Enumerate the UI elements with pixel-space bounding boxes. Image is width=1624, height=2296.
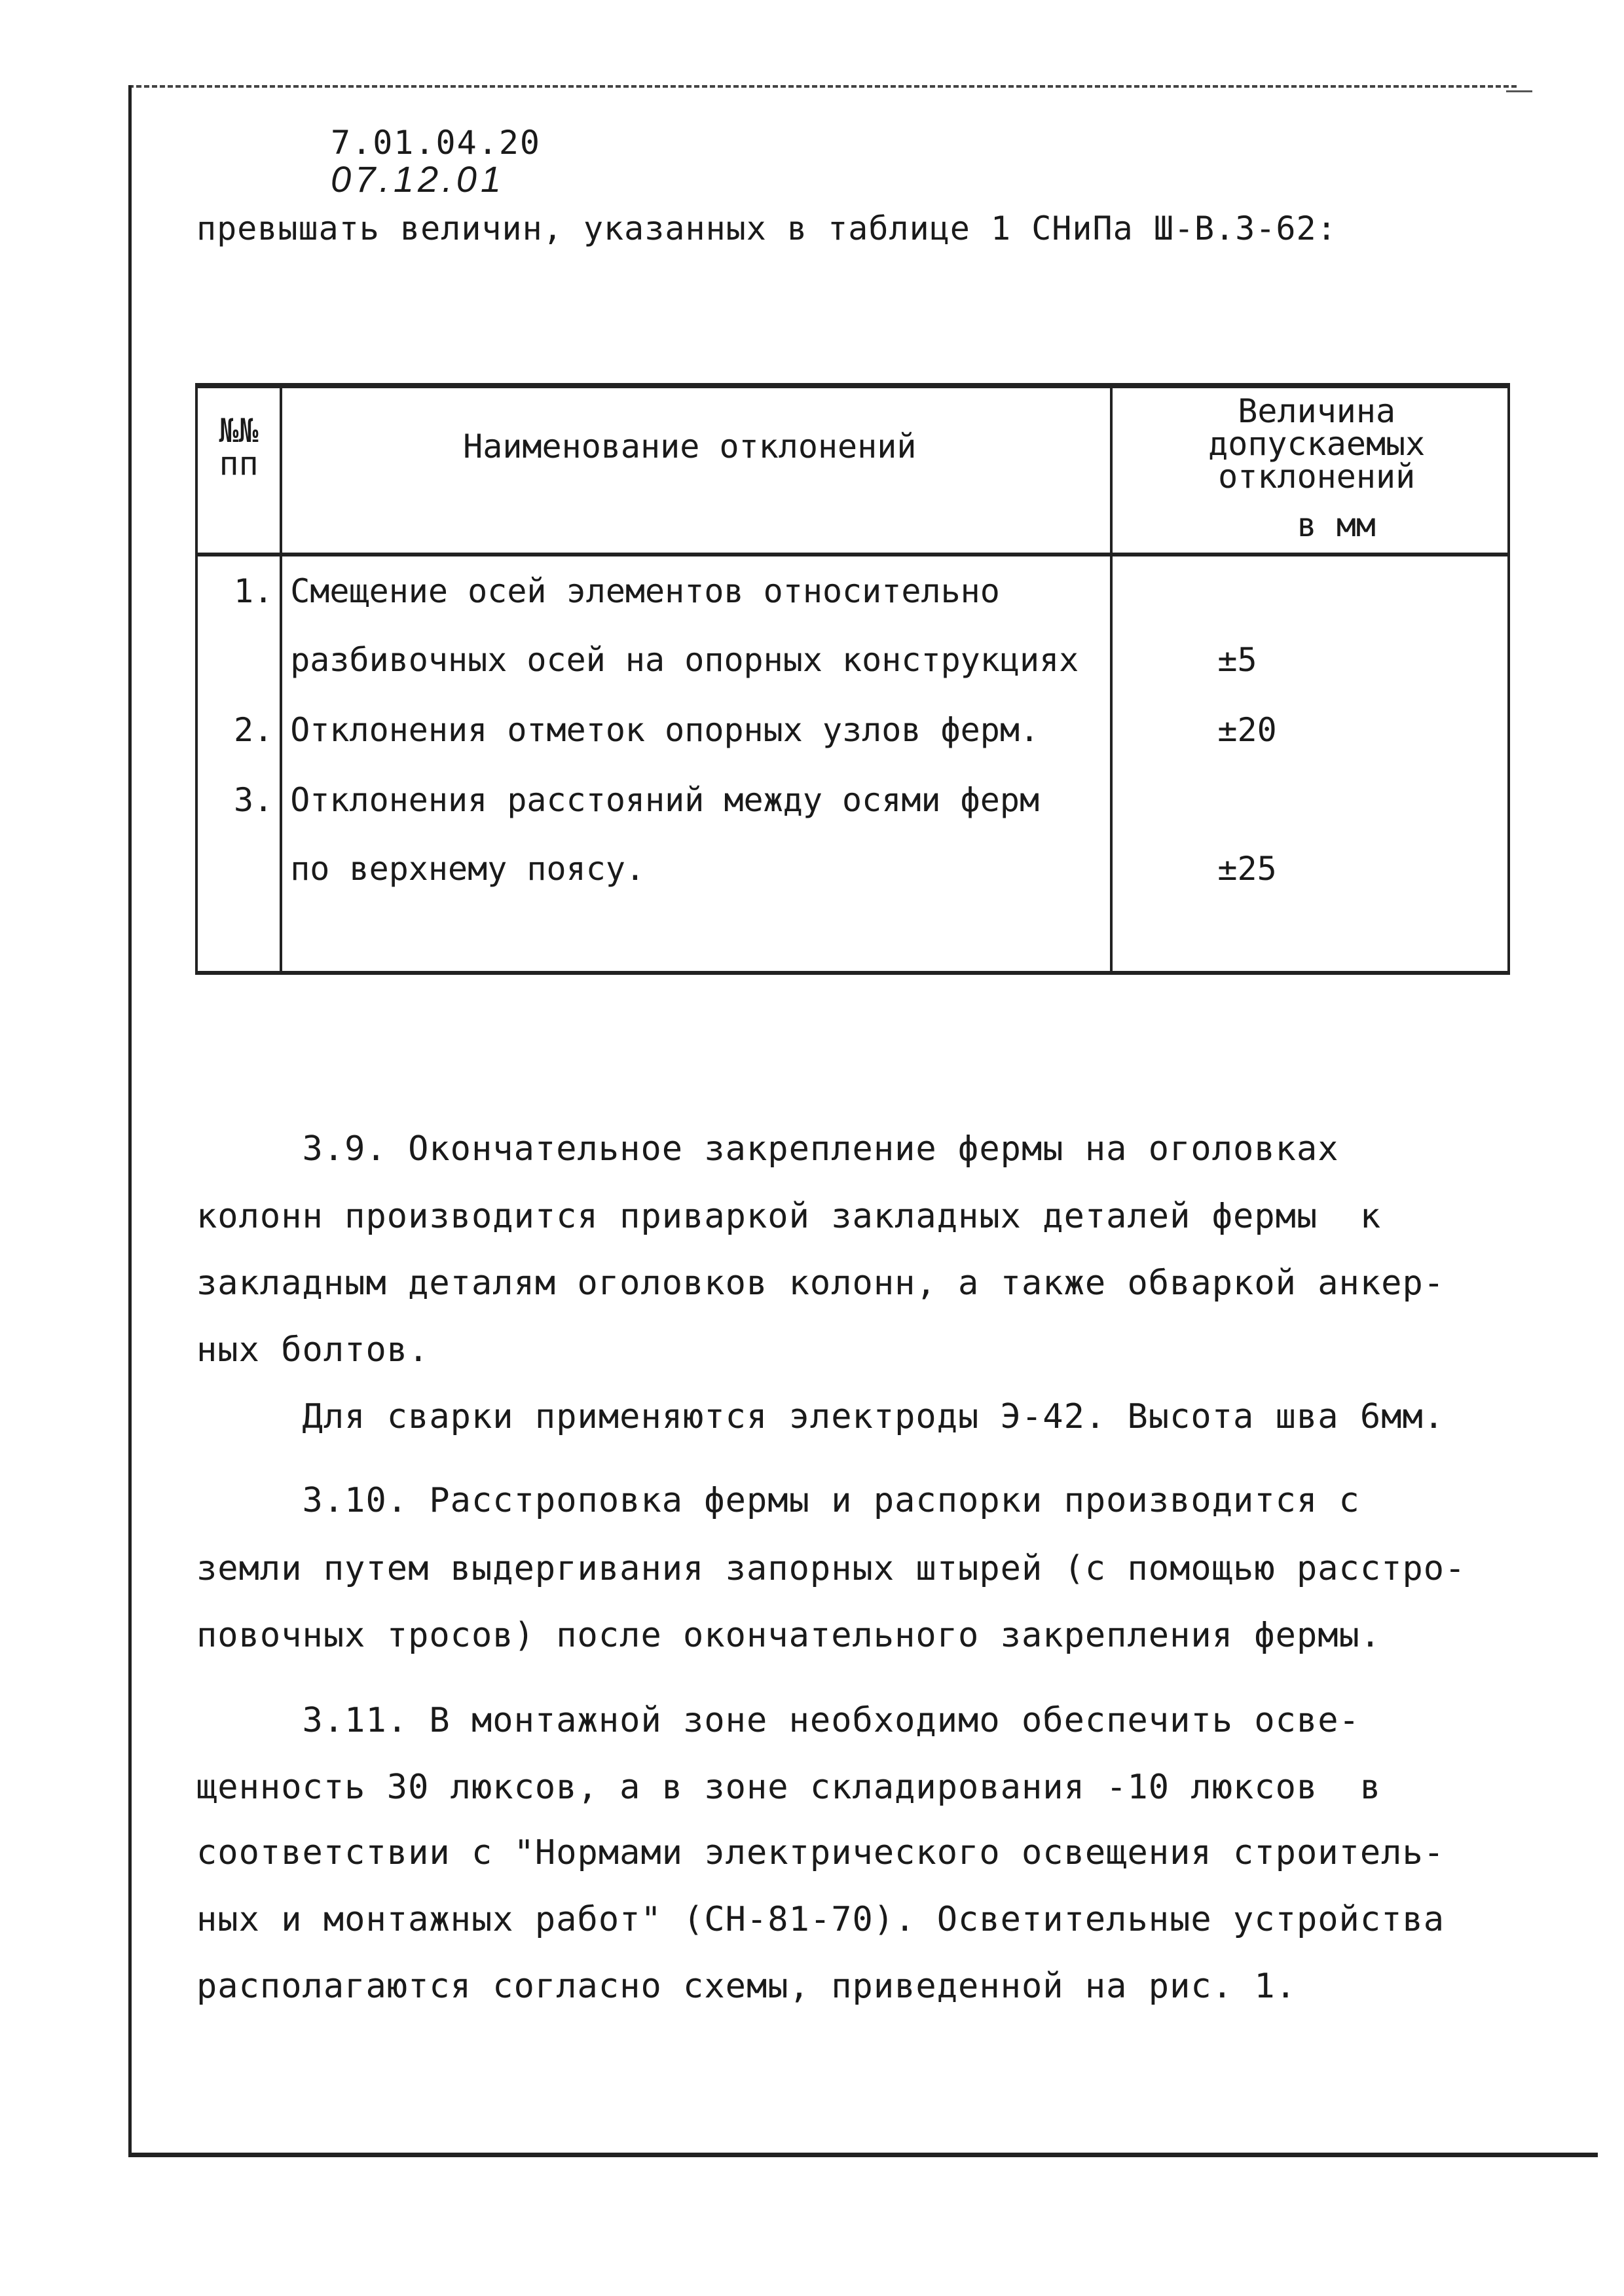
paragraph-3-10-line-2: земли путем выдергивания запорных штырей (с помощью расстро- <box>196 1549 1466 1588</box>
paragraph-3-11-line-4: ных и монтажных работ" (СН-81-70). Осветительные устройства <box>196 1900 1445 1939</box>
paragraph-3-9-line-1: 3.9. Окончательное закрепление фермы на оголовках <box>196 1129 1339 1169</box>
table-row <box>196 555 1509 695</box>
table-row <box>196 695 1509 765</box>
paragraph-3-11-line-5: располагаются согласно схемы, приведенной на рис. 1. <box>196 1967 1297 2006</box>
paragraph-3-9-line-3: закладным деталям оголовков колонн, а также обваркой анкер- <box>196 1264 1445 1303</box>
document-code-block <box>331 124 541 198</box>
paragraph-3-9-line-2: колонн производится приваркой закладных деталей фермы к <box>196 1197 1382 1236</box>
page-frame-top <box>128 85 1517 88</box>
document-date: 07.12.01 <box>331 158 505 200</box>
spacer-cell <box>281 904 1111 973</box>
corner-mark <box>1506 77 1532 92</box>
row-name: Отклонения отметок опорных узлов ферм. <box>281 695 1111 765</box>
spacer-cell <box>1111 904 1509 973</box>
spacer-cell <box>196 904 281 973</box>
row-name: Отклонения расстояний между осями ферм по верхнему поясу. <box>281 765 1111 904</box>
paragraph-3-11-line-2: щенность 30 люксов, а в зоне складирования -10 люксов в <box>196 1768 1382 1807</box>
deviations-table <box>195 383 1510 975</box>
intro-line: превышать величин, указанных в таблице 1 СНиПа Ш-В.3-62: <box>196 210 1337 247</box>
paragraph-3-11-line-3: соответствии с "Нормами электрического освещения строитель- <box>196 1833 1445 1872</box>
row-value: ±25 <box>1111 765 1509 904</box>
header-unit: в мм <box>1297 506 1376 544</box>
paragraph-3-10-line-1: 3.10. Расстроповка фермы и распорки производится с <box>196 1481 1360 1520</box>
row-value: ±20 <box>1111 695 1509 765</box>
header-number: №№ пп <box>196 386 281 555</box>
row-name: Смещение осей элементов относительно разбивочных осей на опорных конструкциях <box>281 555 1111 695</box>
page-frame-bottom <box>128 2153 1598 2157</box>
table-header-row <box>196 386 1509 555</box>
paragraph-3-9-line-4: ных болтов. <box>196 1330 430 1370</box>
paragraph-3-9-welding: Для сварки применяются электроды Э-42. Высота шва 6мм. <box>196 1397 1445 1436</box>
table-row <box>196 765 1509 904</box>
header-name: Наименование отклонений <box>281 386 1111 555</box>
row-number: 3. <box>196 765 281 904</box>
paragraph-3-10-line-3: повочных тросов) после окончательного закрепления фермы. <box>196 1616 1382 1655</box>
row-number: 2. <box>196 695 281 765</box>
row-value: ±5 <box>1111 555 1509 695</box>
document-code: 7.01.04.20 <box>331 124 542 162</box>
paragraph-3-11-line-1: 3.11. В монтажной зоне необходимо обеспечить осве- <box>196 1701 1360 1740</box>
header-value-label: Величина допускаемых отклонений <box>1208 392 1426 496</box>
table-spacer-row <box>196 904 1509 973</box>
header-value <box>1111 386 1509 555</box>
row-number: 1. <box>196 555 281 695</box>
page-frame-left <box>128 85 132 2154</box>
